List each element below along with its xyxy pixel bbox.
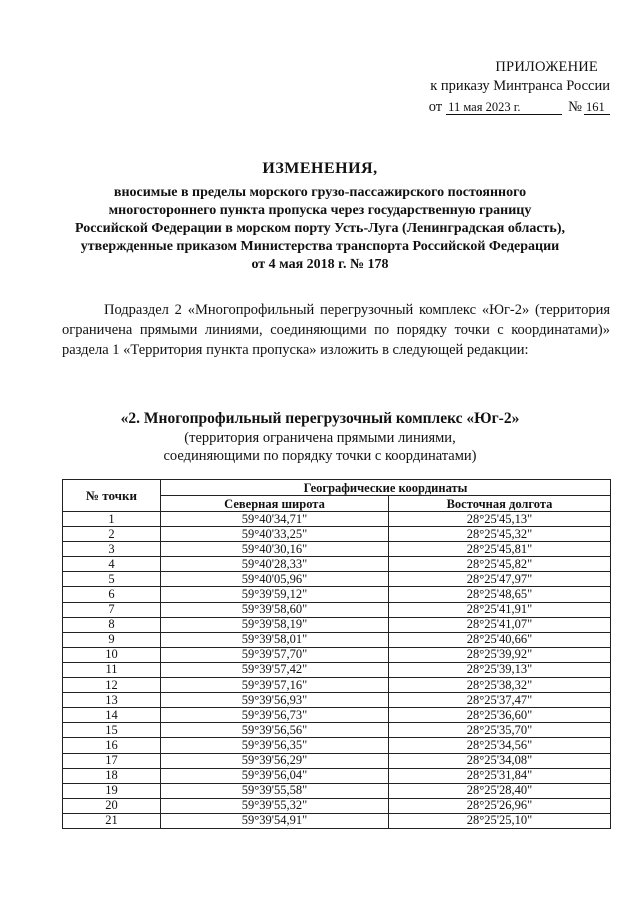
coordinates-table — [62, 479, 611, 829]
table-row — [63, 587, 611, 602]
cell-point-number: 11 — [63, 662, 161, 677]
cell-point-number: 8 — [63, 617, 161, 632]
cell-longitude: 28°25'28,40" — [389, 783, 611, 798]
cell-longitude: 28°25'41,91" — [389, 602, 611, 617]
cell-latitude: 59°39'55,32" — [161, 798, 389, 813]
table-row — [63, 512, 611, 527]
section-subtitle-line: соединяющими по порядку точки с координатами) — [163, 448, 477, 464]
cell-latitude: 59°40'34,71" — [161, 512, 389, 527]
document-title: ИЗМЕНЕНИЯ, — [262, 160, 378, 177]
table-row — [63, 572, 611, 587]
appendix-title: ПРИЛОЖЕНИЕ — [495, 59, 598, 75]
cell-latitude: 59°39'59,12" — [161, 587, 389, 602]
col-header-point: № точки — [63, 480, 161, 512]
table-row — [63, 542, 611, 557]
cell-latitude: 59°39'57,70" — [161, 647, 389, 662]
cell-latitude: 59°39'56,73" — [161, 708, 389, 723]
cell-longitude: 28°25'40,66" — [389, 632, 611, 647]
section-subtitle-line: (территория ограничена прямыми линиями, — [184, 430, 456, 446]
cell-longitude: 28°25'34,56" — [389, 738, 611, 753]
cell-latitude: 59°39'56,35" — [161, 738, 389, 753]
table-row — [63, 723, 611, 738]
cell-point-number: 2 — [63, 527, 161, 542]
cell-point-number: 21 — [63, 813, 161, 828]
cell-latitude: 59°40'33,25" — [161, 527, 389, 542]
table-row — [63, 527, 611, 542]
cell-point-number: 16 — [63, 738, 161, 753]
table-row — [63, 768, 611, 783]
table-row — [63, 798, 611, 813]
cell-latitude: 59°39'55,58" — [161, 783, 389, 798]
cell-latitude: 59°39'58,60" — [161, 602, 389, 617]
cell-latitude: 59°39'58,19" — [161, 617, 389, 632]
cell-latitude: 59°39'54,91" — [161, 813, 389, 828]
col-header-geo-coordinates: Географические координаты — [161, 480, 611, 496]
table-row — [63, 647, 611, 662]
appendix-number-label: № — [568, 99, 582, 115]
cell-latitude: 59°39'57,42" — [161, 662, 389, 677]
table-row — [63, 738, 611, 753]
coordinates-table-body — [63, 512, 611, 829]
table-header-row — [63, 480, 611, 496]
cell-point-number: 5 — [63, 572, 161, 587]
cell-longitude: 28°25'45,81" — [389, 542, 611, 557]
cell-point-number: 1 — [63, 512, 161, 527]
cell-longitude: 28°25'45,13" — [389, 512, 611, 527]
cell-point-number: 18 — [63, 768, 161, 783]
appendix-block — [410, 58, 610, 117]
document-subtitle-line: вносимые в пределы морского грузо-пассажирского постоянного — [113, 185, 527, 200]
cell-point-number: 13 — [63, 693, 161, 708]
cell-point-number: 7 — [63, 602, 161, 617]
cell-point-number: 6 — [63, 587, 161, 602]
cell-latitude: 59°40'05,96" — [161, 572, 389, 587]
table-row — [63, 632, 611, 647]
cell-latitude: 59°39'56,04" — [161, 768, 389, 783]
cell-point-number: 19 — [63, 783, 161, 798]
table-row — [63, 602, 611, 617]
table-row — [63, 678, 611, 693]
cell-point-number: 3 — [63, 542, 161, 557]
cell-latitude: 59°40'28,33" — [161, 557, 389, 572]
appendix-order-ref: к приказу Минтранса России — [430, 78, 610, 94]
cell-longitude: 28°25'37,47" — [389, 693, 611, 708]
cell-longitude: 28°25'39,92" — [389, 647, 611, 662]
cell-longitude: 28°25'45,32" — [389, 527, 611, 542]
cell-latitude: 59°39'58,01" — [161, 632, 389, 647]
cell-longitude: 28°25'45,82" — [389, 557, 611, 572]
cell-point-number: 10 — [63, 647, 161, 662]
table-row — [63, 662, 611, 677]
table-row — [63, 813, 611, 828]
cell-longitude: 28°25'48,65" — [389, 587, 611, 602]
body-paragraph: Подраздел 2 «Многопрофильный перегрузочный комплекс «Юг-2» (территория ограничена прямыми линиями, соединяющими по порядку точки с координатами)» раздела 1 «Территория пункта пропуска» изложить в следующей редакции: — [62, 302, 610, 358]
cell-point-number: 14 — [63, 708, 161, 723]
appendix-order-line — [410, 98, 610, 117]
section-title: «2. Многопрофильный перегрузочный комплекс «Юг-2» — [120, 410, 520, 427]
table-row — [63, 693, 611, 708]
cell-point-number: 20 — [63, 798, 161, 813]
cell-longitude: 28°25'25,10" — [389, 813, 611, 828]
table-row — [63, 783, 611, 798]
document-subtitle-line: утвержденные приказом Министерства транспорта Российской Федерации — [80, 239, 560, 254]
cell-longitude: 28°25'41,07" — [389, 617, 611, 632]
document-subtitle-line: Российской Федерации в морском порту Усть-Луга (Ленинградская область), — [75, 221, 565, 236]
table-row — [63, 557, 611, 572]
cell-latitude: 59°39'56,56" — [161, 723, 389, 738]
cell-point-number: 9 — [63, 632, 161, 647]
document-subtitle-line: от 4 мая 2018 г. № 178 — [251, 257, 389, 272]
cell-point-number: 17 — [63, 753, 161, 768]
cell-longitude: 28°25'39,13" — [389, 662, 611, 677]
appendix-order-date: 11 мая 2023 г. — [446, 100, 562, 115]
cell-latitude: 59°39'56,29" — [161, 753, 389, 768]
cell-latitude: 59°39'56,93" — [161, 693, 389, 708]
table-row — [63, 753, 611, 768]
cell-longitude: 28°25'31,84" — [389, 768, 611, 783]
section-heading — [40, 409, 600, 465]
document-subtitle-line: многостороннего пункта пропуска через государственную границу — [108, 203, 532, 218]
appendix-from-label: от — [428, 99, 443, 115]
cell-longitude: 28°25'47,97" — [389, 572, 611, 587]
cell-point-number: 15 — [63, 723, 161, 738]
col-header-longitude: Восточная долгота — [389, 496, 611, 512]
col-header-latitude: Северная широта — [161, 496, 389, 512]
cell-longitude: 28°25'36,60" — [389, 708, 611, 723]
cell-latitude: 59°39'57,16" — [161, 678, 389, 693]
cell-longitude: 28°25'34,08" — [389, 753, 611, 768]
cell-longitude: 28°25'38,32" — [389, 678, 611, 693]
cell-latitude: 59°40'30,16" — [161, 542, 389, 557]
table-row — [63, 708, 611, 723]
cell-point-number: 4 — [63, 557, 161, 572]
cell-longitude: 28°25'26,96" — [389, 798, 611, 813]
appendix-order-number: 161 — [584, 100, 610, 115]
document-heading — [40, 160, 600, 274]
cell-longitude: 28°25'35,70" — [389, 723, 611, 738]
cell-point-number: 12 — [63, 678, 161, 693]
table-row — [63, 617, 611, 632]
